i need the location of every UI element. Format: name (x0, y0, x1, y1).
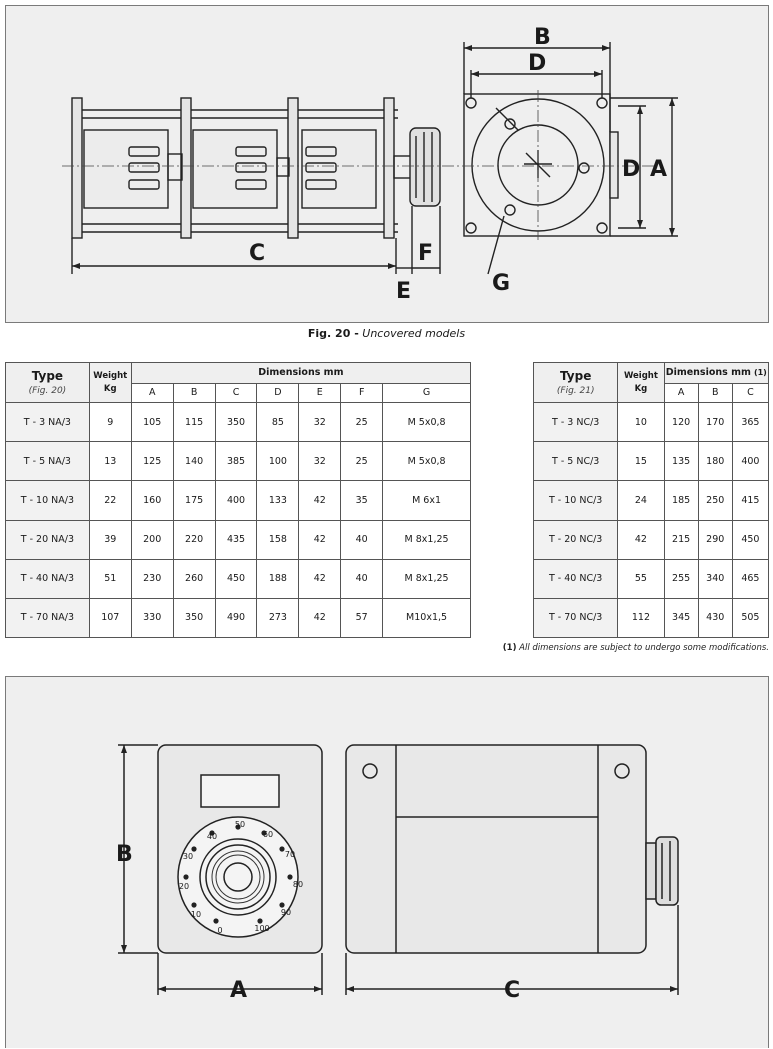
table-na-weight-cell: 9 (89, 403, 131, 442)
dial-label-20: 20 (178, 882, 190, 891)
table-nc-weight-header: Weight Kg (618, 363, 664, 403)
fig20-caption-number: Fig. 20 - (307, 327, 359, 340)
table-na-d-cell: 188 (257, 559, 299, 598)
table-na-c-cell: 385 (215, 442, 257, 481)
table-nc-a-cell: 345 (664, 598, 698, 637)
table-na-type-cell: T - 70 NA/3 (6, 598, 90, 637)
fig21-technical-drawing (6, 677, 770, 1049)
fig21-dim-a-label: A (230, 978, 248, 1003)
table-nc-col-a: A (664, 383, 698, 403)
fig20-caption-text: Uncovered models (362, 327, 466, 340)
table-nc-a-cell: 255 (664, 559, 698, 598)
table-na-b-cell: 220 (173, 520, 215, 559)
table-na-b-cell: 140 (173, 442, 215, 481)
table-na-col-e: E (299, 383, 341, 403)
table-row (6, 403, 471, 442)
table-nc-b-cell: 430 (698, 598, 732, 637)
table-na-type-cell: T - 5 NA/3 (6, 442, 90, 481)
table-na-e-cell: 42 (299, 520, 341, 559)
table-na-c-cell: 350 (215, 403, 257, 442)
table-nc-c-cell: 365 (732, 403, 768, 442)
table-na-f-cell: 40 (341, 559, 383, 598)
table-nc-a-cell: 135 (664, 442, 698, 481)
table-row (534, 481, 769, 520)
table-na-c-cell: 450 (215, 559, 257, 598)
fig20-drawing-panel (5, 5, 769, 323)
table-nc-weight-cell: 24 (618, 481, 664, 520)
table-na-weight-cell: 22 (89, 481, 131, 520)
table-nc-b-cell: 170 (698, 403, 732, 442)
footnote-marker: (1) (502, 643, 517, 653)
table-nc-dimensions-header: Dimensions mm (1) (664, 363, 768, 384)
dial-label-100: 100 (254, 924, 270, 933)
fig20-dim-b-label: B (534, 25, 551, 50)
table-nc-c-cell: 415 (732, 481, 768, 520)
table-na-e-cell: 32 (299, 403, 341, 442)
table-nc-weight-cell: 15 (618, 442, 664, 481)
table-nc-type-cell: T - 70 NC/3 (534, 598, 618, 637)
table-row (534, 520, 769, 559)
table-na-b-cell: 115 (173, 403, 215, 442)
table-nc-weight-cell: 55 (618, 559, 664, 598)
table-na-g-cell: M 8x1,25 (383, 559, 471, 598)
table-na-type-cell: T - 20 NA/3 (6, 520, 90, 559)
fig21-dim-c-label: C (504, 978, 521, 1003)
table-covered-models (533, 362, 769, 638)
table-na-a-cell: 230 (131, 559, 173, 598)
fig20-dim-e-label: E (396, 279, 412, 304)
table-na-e-cell: 42 (299, 559, 341, 598)
table-na-b-cell: 175 (173, 481, 215, 520)
table-na-g-cell: M 5x0,8 (383, 403, 471, 442)
dial-label-90: 90 (280, 908, 292, 917)
table-nc-b-cell: 180 (698, 442, 732, 481)
table-nc-c-cell: 465 (732, 559, 768, 598)
table-na-d-cell: 85 (257, 403, 299, 442)
table-na-c-cell: 400 (215, 481, 257, 520)
table-na-g-cell: M10x1,5 (383, 598, 471, 637)
table-row (6, 559, 471, 598)
table-na-f-cell: 25 (341, 442, 383, 481)
table-na-col-g: G (383, 383, 471, 403)
table-na-c-cell: 490 (215, 598, 257, 637)
footnote-text: All dimensions are subject to undergo some modifications. (519, 643, 769, 653)
table-row (6, 598, 471, 637)
fig21-drawing-panel (5, 676, 769, 1048)
table-nc-type-cell: T - 5 NC/3 (534, 442, 618, 481)
table-na-f-cell: 57 (341, 598, 383, 637)
table-row (6, 481, 471, 520)
table-na-col-d: D (257, 383, 299, 403)
table-nc-type-header: Type (Fig. 21) (534, 363, 618, 403)
fig20-technical-drawing (6, 6, 770, 324)
table-nc-weight-cell: 112 (618, 598, 664, 637)
table-nc-b-cell: 250 (698, 481, 732, 520)
table-nc-type-cell: T - 3 NC/3 (534, 403, 618, 442)
table-na-col-f: F (341, 383, 383, 403)
table-na-b-cell: 260 (173, 559, 215, 598)
table-uncovered-models (5, 362, 471, 638)
table-na-f-cell: 40 (341, 520, 383, 559)
table-row (534, 559, 769, 598)
table-na-weight-cell: 39 (89, 520, 131, 559)
table-row (534, 403, 769, 442)
dial-label-50: 50 (234, 820, 246, 829)
table-na-weight-cell: 107 (89, 598, 131, 637)
fig20-caption (0, 327, 773, 340)
table-na-type-cell: T - 3 NA/3 (6, 403, 90, 442)
table-na-dimensions-header: Dimensions mm (131, 363, 470, 384)
table-row (6, 520, 471, 559)
fig20-dim-a-label: A (650, 157, 668, 182)
dial-label-80: 80 (292, 880, 304, 889)
table-na-b-cell: 350 (173, 598, 215, 637)
table-na-body (6, 403, 471, 638)
table-nc-a-cell: 185 (664, 481, 698, 520)
table-na-g-cell: M 5x0,8 (383, 442, 471, 481)
table-nc-c-cell: 450 (732, 520, 768, 559)
table-nc-body (534, 403, 769, 638)
table-na-d-cell: 133 (257, 481, 299, 520)
table-nc-a-cell: 215 (664, 520, 698, 559)
fig20-dim-d-side-label: D (622, 157, 641, 182)
table-na-a-cell: 105 (131, 403, 173, 442)
table-footnote (503, 643, 769, 653)
table-na-a-cell: 200 (131, 520, 173, 559)
table-na-e-cell: 42 (299, 598, 341, 637)
table-na-a-cell: 125 (131, 442, 173, 481)
table-nc-col-c: C (732, 383, 768, 403)
table-nc-a-cell: 120 (664, 403, 698, 442)
table-nc-c-cell: 400 (732, 442, 768, 481)
table-na-a-cell: 160 (131, 481, 173, 520)
table-na-f-cell: 35 (341, 481, 383, 520)
dial-label-10: 10 (190, 910, 202, 919)
table-nc-type-cell: T - 20 NC/3 (534, 520, 618, 559)
table-na-a-cell: 330 (131, 598, 173, 637)
table-na-type-cell: T - 10 NA/3 (6, 481, 90, 520)
table-na-type-header: Type (Fig. 20) (6, 363, 90, 403)
table-na-type-cell: T - 40 NA/3 (6, 559, 90, 598)
table-nc-c-cell: 505 (732, 598, 768, 637)
table-na-col-b: B (173, 383, 215, 403)
table-na-g-cell: M 8x1,25 (383, 520, 471, 559)
dial-label-40: 40 (206, 832, 218, 841)
table-na-col-c: C (215, 383, 257, 403)
dial-label-0: 0 (217, 926, 223, 935)
dial-label-30: 30 (182, 852, 194, 861)
table-na-g-cell: M 6x1 (383, 481, 471, 520)
table-na-d-cell: 273 (257, 598, 299, 637)
table-nc-b-cell: 340 (698, 559, 732, 598)
fig20-dim-g-label: G (492, 271, 511, 296)
dial-label-70: 70 (284, 850, 296, 859)
table-nc-weight-cell: 10 (618, 403, 664, 442)
table-row (6, 442, 471, 481)
table-row (534, 442, 769, 481)
table-na-c-cell: 435 (215, 520, 257, 559)
table-row (534, 598, 769, 637)
table-nc-type-cell: T - 40 NC/3 (534, 559, 618, 598)
fig20-dim-d-top-label: D (528, 51, 547, 76)
fig20-dim-f-label: F (418, 241, 434, 266)
table-na-e-cell: 32 (299, 442, 341, 481)
table-na-weight-cell: 13 (89, 442, 131, 481)
table-na-weight-cell: 51 (89, 559, 131, 598)
table-nc-type-cell: T - 10 NC/3 (534, 481, 618, 520)
table-na-f-cell: 25 (341, 403, 383, 442)
table-na-d-cell: 100 (257, 442, 299, 481)
table-nc-weight-cell: 42 (618, 520, 664, 559)
table-na-e-cell: 42 (299, 481, 341, 520)
table-nc-b-cell: 290 (698, 520, 732, 559)
dial-label-60: 60 (262, 830, 274, 839)
fig21-dim-b-label: B (116, 842, 133, 867)
table-na-weight-header: Weight Kg (89, 363, 131, 403)
table-na-col-a: A (131, 383, 173, 403)
table-na-d-cell: 158 (257, 520, 299, 559)
table-nc-col-b: B (698, 383, 732, 403)
fig20-dim-c-label: C (249, 241, 266, 266)
